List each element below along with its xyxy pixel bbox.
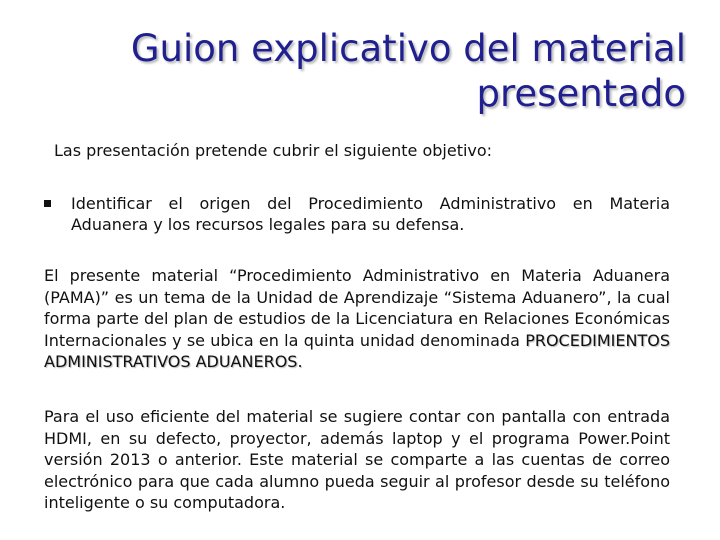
description-text: El presente material “Procedimiento Administrativo en Materia Aduanera (PAMA)” es un tema de la Unidad de Aprendizaje “Sistema Aduanero”, la cual forma parte del plan de estudios de la Licenciatura en Relaciones Económicas Internacionales y se ubica en la quinta unidad denominada (44, 266, 670, 350)
slide-title (66, 26, 686, 116)
square-bullet-icon (44, 200, 51, 207)
title-line-2: presentado (476, 72, 686, 115)
description-paragraph (44, 265, 670, 373)
objective-bullet (44, 193, 670, 235)
unit-name-emphasis: PROCEDIMIENTOS ADMINISTRATIVOS ADUANEROS. (44, 330, 670, 371)
intro-text: Las presentación pretende cubrir el siguiente objetivo: (54, 141, 493, 160)
objective-text: Identificar el origen del Procedimiento Administrativo en Materia Aduanera y los recursos legales para su defensa. (71, 194, 670, 234)
requirements-paragraph: Para el uso eficiente del material se sugiere contar con pantalla con entrada HDMI, en su defecto, proyector, además laptop y el programa Power.Point versión 2013 o anterior. Este material se comparte a las cuentas de correo electrónico para que cada alumno pueda seguir al profesor desde su teléfono inteligente o su computadora. (44, 407, 670, 512)
title-line-1: Guion explicativo del material (130, 27, 686, 70)
